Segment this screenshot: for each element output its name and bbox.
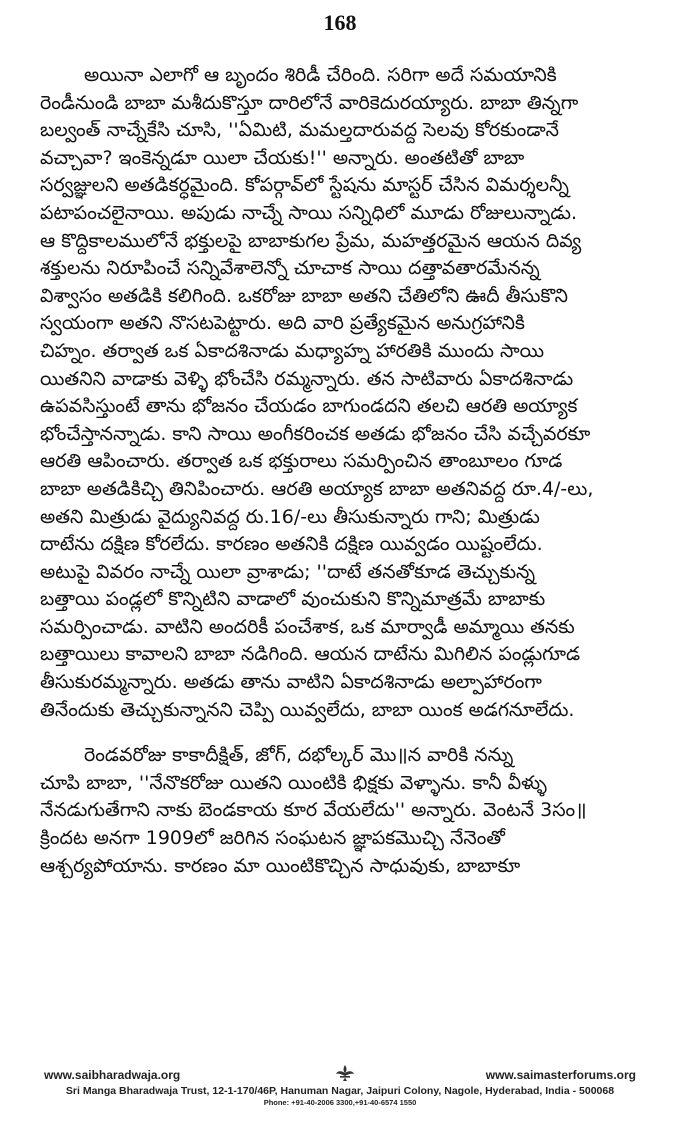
text-line: సమర్పించాడు. వాటిని అందరికీ పంచేశాక, ఒక మార్వాడీ అమ్మాయి తనకు <box>40 615 575 638</box>
text-line: బత్తాయి పండ్లలో కొన్నిటిని వాడాలో వుంచుకుని కొన్నిమాత్రమే బాబాకు <box>40 588 546 611</box>
text-line: ఆశ్చర్యపోయాను. కారణం మా యింటికొచ్చిన సాధువుకు, బాబాకూ <box>40 854 521 877</box>
text-line: అతని మిత్రుడు వైద్యునివద్ద రు.16/-లు తీసుకున్నారు గాని; మిత్రుడు <box>40 505 540 528</box>
paragraph-2 <box>40 742 640 880</box>
text-line: ఆరతి ఆపించారు. తర్వాత ఒక భక్తురాలు సమర్పించిన తాంబూలం గూడ <box>40 450 563 473</box>
text-line: స్వయంగా అతని నొసటపెట్టారు. అది వారి ప్రత్యేకమైన అనుగ్రహానికి <box>40 312 525 335</box>
text-line: బల్వంత్ నాచ్నేకేసి చూసి, ''ఏమిటి, మమల్తదారువద్ద సెలవు కోరకుండానే <box>40 119 560 142</box>
text-line: సర్వజ్ఞులని అతడికర్ధమైంది. కోపర్గావ్‌లో స్టేషను మాస్టర్ చేసిన విమర్శలన్నీ <box>40 174 569 197</box>
page-number: 168 <box>323 10 357 35</box>
text-line: భోంచేస్తానన్నాడు. కాని సాయి అంగీకరించక అతడు భోజనం చేసి వచ్చేవరకూ <box>40 422 591 445</box>
phone-numbers: Phone: +91-40-2006 3300,+91-40-6574 1550 <box>263 1098 417 1107</box>
text-line: చిహ్నం. తర్వాత ఒక ఏకాదశినాడు మధ్యాహ్న హారతికి ముందు సాయి <box>40 339 545 362</box>
paragraph-1 <box>40 62 640 724</box>
fleur-de-lis-icon <box>334 1064 356 1082</box>
text-line: తినేందుకు తెచ్చుకున్నానని చెప్పి యివ్వలేదు, బాబా యింక అడగనూలేదు. <box>40 698 575 721</box>
text-line: తీసుకురమ్మన్నారు. అతడు తాను వాటిని ఏకాదశినాడు అల్పాహారంగా <box>40 671 542 694</box>
text-line: పటాపంచలైనాయి. అపుడు నాచ్నే సాయి సన్నిధిలో మూడు రోజులున్నాడు. <box>40 201 578 224</box>
text-line: విశ్వాసం అతడికి కలిగింది. ఒకరోజు బాబా అతని చేతిలోని ఊదీ తీసుకొని <box>40 284 568 307</box>
footer-links-row <box>0 1068 680 1084</box>
text-line: అయినా ఎలాగో ఆ బృందం శిరిడీ చేరింది. సరిగా అదే సమయానికి <box>84 64 557 86</box>
text-line: రెండవరోజు కాకాదీక్షిత్, జోగ్, దభోల్కర్ మొ॥న వారికి నన్ను <box>84 744 514 767</box>
website-link-right[interactable]: www.saimasterforums.org <box>485 1068 636 1082</box>
text-line: చూపి బాబా, ''నేనొకరోజు యితని యింటికి భిక్షకు వెళ్ళాను. కానీ వీళ్ళు <box>40 771 547 794</box>
text-line: ఉపవసిస్తుంటే తాను భోజనం చేయడం బాగుండదని తలచి ఆరతి అయ్యాక <box>40 395 578 418</box>
text-line: ఆ కొద్దికాలములోనే భక్తులపై బాబాకుగల ప్రేమ, మహత్తరమైన ఆయన దివ్య <box>40 229 582 252</box>
text-line: దాటేను దక్షిణ కోరలేదు. కారణం అతనికి దక్షిణ యివ్వడం యిష్టంలేదు. <box>40 533 543 556</box>
text-line: యితనిని వాడాకు వెళ్ళి భోంచేసి రమ్మన్నారు. తన సాటివారు ఏకాదశినాడు <box>40 367 574 390</box>
text-line: శక్తులను నిరూపించే సన్నివేశాలెన్నో చూచాక సాయి దత్తావతారమేనన్న <box>40 257 540 280</box>
page-footer <box>0 1068 680 1107</box>
trust-address: Sri Manga Bharadwaja Trust, 12-1-170/46P, Hanuman Nagar, Jaipuri Colony, Nagole, Hyderabad, India - 500068 <box>65 1085 615 1097</box>
body-text <box>40 62 640 898</box>
text-line: బాబా అతడికిచ్చి తినిపించారు. ఆరతి అయ్యాక బాబా అతనివద్ద రూ.4/-లు, <box>40 477 594 500</box>
text-line: వచ్చావా? ఇంకెన్నడూ యిలా చేయకు!'' అన్నారు. అంతటితో బాబా <box>40 146 525 169</box>
website-link-left[interactable]: www.saibharadwaja.org <box>44 1068 181 1082</box>
text-line: నేనడుగుతేగాని నాకు బెండకాయ కూర వేయలేదు'' అన్నారు. వెంటనే 3సం॥ <box>40 799 587 822</box>
text-line: అటుపై వివరం నాచ్నే యిలా వ్రాశాడు; ''దాటే తనతోకూడ తెచ్చుకున్న <box>40 560 536 583</box>
text-line: రెండీనుండి బాబా మశీదుకొస్తూ దారిలోనే వారికెదురయ్యారు. బాబా తిన్నగా <box>40 91 579 114</box>
text-line: క్రిందట అనగా 1909లో జరిగిన సంఘటన జ్ఞాపకమొచ్చి నేనెంతో <box>40 827 505 850</box>
text-line: బత్తాయిలు కావాలని బాబా నడిగింది. ఆయన దాటేను మిగిలిన పండ్లుగూడ <box>40 643 580 666</box>
